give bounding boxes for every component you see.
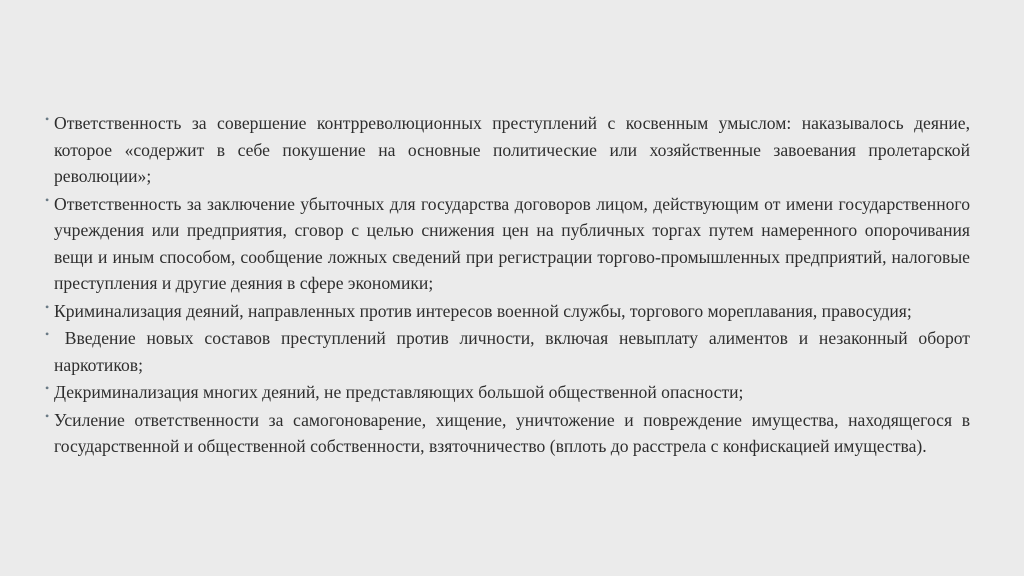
list-item-text: Ответственность за заключение убыточных для государства договоров лицом, действующим от имени государственного учреждения или предприятия, сговор с целью снижения цен на публичных торгах путем намеренного опорочивания вещи и иным способом, сообщение ложных сведений при регистрации торгово-промышленных предприятий, налоговые преступления и другие деяния в сфере экономики; [54, 193, 970, 293]
list-item [45, 379, 970, 406]
list-item-text: Усиление ответственности за самогоноварение, хищение, уничтожение и повреждение имущества, находящегося в государственной и общественной собственности, взяточничество (вплоть до расстрела с конфискацией имущества). [54, 409, 970, 456]
list-item-text: Введение новых составов преступлений против личности, включая невыплату алиментов и незаконный оборот наркотиков; [54, 328, 975, 375]
list-item-text: Ответственность за совершение контрреволюционных преступлений с косвенным умыслом: наказывалось деяние, которое «содержит в себе покушение на основные политические или хозяйственные завоевания пролетарской революции»; [54, 113, 970, 186]
bullet-icon: • [45, 327, 50, 341]
bullet-icon: • [45, 299, 50, 314]
bullet-icon: • [45, 381, 50, 395]
list-item [45, 191, 970, 297]
list-item [45, 110, 970, 190]
list-item [45, 325, 975, 378]
list-item-text: Декриминализация многих деяний, не представляющих большой общественной опасности; [54, 382, 744, 402]
list-item-text: Криминализация деяний, направленных против интересов военной службы, торгового мореплавания, правосудия; [54, 300, 912, 321]
bullet-list [45, 110, 975, 461]
bullet-icon: • [45, 112, 50, 126]
bullet-icon: • [45, 192, 50, 207]
bullet-icon: • [45, 408, 50, 423]
list-item [45, 407, 970, 460]
list-item [45, 298, 970, 325]
